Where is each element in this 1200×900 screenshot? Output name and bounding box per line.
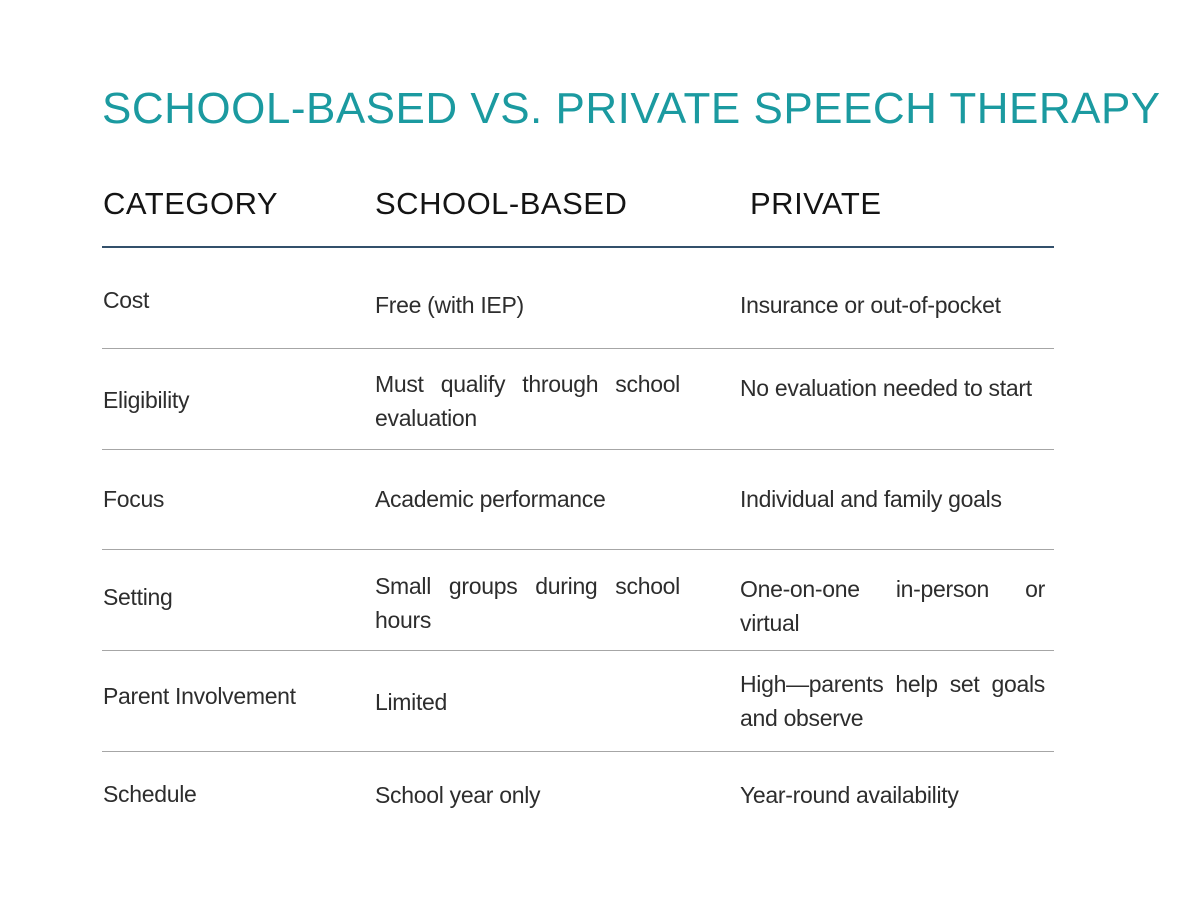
row-private: One-on-one in-person or virtual [740,576,1045,636]
header-divider [102,246,1054,248]
row-divider [102,348,1054,349]
row-divider [102,650,1054,651]
row-divider [102,449,1054,450]
row-school-based: School year only [375,782,541,808]
row-private: High—parents help set goals and observe [740,671,1045,731]
page-title: SCHOOL-BASED VS. PRIVATE SPEECH THERAPY [102,84,1161,133]
row-school-based: Limited [375,689,448,715]
column-header-private: PRIVATE [750,186,882,221]
row-category: Schedule [103,781,197,807]
row-category: Parent Involvement [103,683,296,709]
row-school-based: Small groups during school hours [375,573,680,633]
row-school-based: Must qualify through school evaluation [375,371,680,431]
row-category: Eligibility [103,387,190,413]
row-school-based: Free (with IEP) [375,292,524,318]
row-category: Cost [103,287,150,313]
row-private: Insurance or out-of-pocket [740,292,1001,318]
row-private: No evaluation needed to start [740,375,1032,401]
row-private: Year-round availability [740,782,959,808]
row-school-based: Academic performance [375,486,606,512]
row-divider [102,751,1054,752]
row-category: Focus [103,486,165,512]
column-header-school-based: SCHOOL-BASED [375,186,628,221]
row-private: Individual and family goals [740,486,1002,512]
row-category: Setting [103,584,173,610]
row-divider [102,549,1054,550]
column-header-category: CATEGORY [103,186,279,221]
